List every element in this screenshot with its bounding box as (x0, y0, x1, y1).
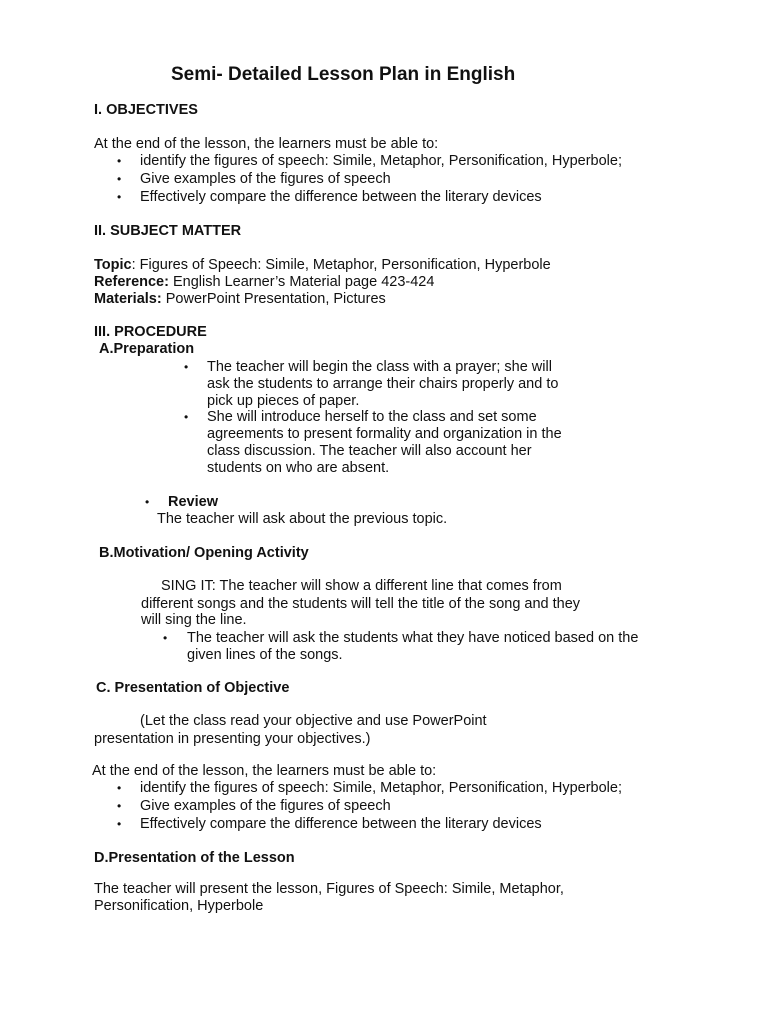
topic-line (94, 257, 551, 274)
bullet-icon: • (117, 799, 122, 813)
objective-item: Effectively compare the difference between the literary devices (140, 816, 542, 832)
motivation-item-line: given lines of the songs. (187, 647, 343, 663)
review-heading: Review (168, 494, 218, 510)
preparation-item-line: agreements to present formality and organization in the (207, 426, 562, 442)
bullet-icon: • (117, 190, 122, 204)
reference-value: English Learner’s Material page 423-424 (168, 274, 435, 290)
presentation-lesson-line: The teacher will present the lesson, Figures of Speech: Simile, Metaphor, (94, 881, 564, 897)
objectives-intro: At the end of the lesson, the learners must be able to: (94, 136, 439, 152)
objective-item: identify the figures of speech: Simile, Metaphor, Personification, Hyperbole; (140, 780, 622, 796)
bullet-icon: • (117, 172, 122, 186)
preparation-item-line: pick up pieces of paper. (207, 393, 360, 409)
presentation-lesson-heading: D.Presentation of the Lesson (94, 850, 295, 866)
presentation-objective-line: (Let the class read your objective and use PowerPoint (140, 713, 487, 729)
procedure-heading: III. PROCEDURE (94, 324, 207, 340)
materials-line (94, 291, 386, 308)
preparation-item-line: The teacher will begin the class with a prayer; she will (207, 359, 552, 375)
bullet-icon: • (117, 781, 122, 795)
bullet-icon: • (163, 631, 168, 645)
objective-item: Effectively compare the difference between the literary devices (140, 189, 542, 205)
reference-line (94, 274, 434, 291)
motivation-line: SING IT: The teacher will show a different line that comes from (161, 578, 562, 594)
objective-item: identify the figures of speech: Simile, Metaphor, Personification, Hyperbole; (140, 153, 622, 169)
presentation-objective-heading: C. Presentation of Objective (96, 680, 290, 696)
objectives-heading: I. OBJECTIVES (94, 102, 198, 118)
subject-matter-heading: II. SUBJECT MATTER (94, 223, 242, 239)
reference-label: Reference: (94, 274, 169, 290)
materials-value: PowerPoint Presentation, Pictures (161, 291, 386, 307)
presentation-lesson-line: Personification, Hyperbole (94, 898, 264, 914)
motivation-item-line: The teacher will ask the students what they have noticed based on the (187, 630, 639, 646)
objective-item: Give examples of the figures of speech (140, 171, 391, 187)
bullet-icon: • (117, 154, 122, 168)
bullet-icon: • (184, 360, 189, 374)
topic-value: : Figures of Speech: Simile, Metaphor, Personification, Hyperbole (131, 257, 551, 273)
materials-label: Materials: (94, 291, 162, 307)
presentation-objective-line: presentation in presenting your objectives.) (94, 731, 371, 747)
topic-label: Topic (94, 257, 132, 273)
motivation-line: different songs and the students will tell the title of the song and they (141, 596, 581, 612)
preparation-heading: A.Preparation (99, 341, 195, 357)
page-title: Semi- Detailed Lesson Plan in English (171, 64, 516, 85)
preparation-item-line: students on who are absent. (207, 460, 390, 476)
motivation-heading: B.Motivation/ Opening Activity (99, 545, 309, 561)
preparation-item-line: She will introduce herself to the class and set some (207, 409, 537, 425)
bullet-icon: • (184, 410, 189, 424)
bullet-icon: • (117, 817, 122, 831)
motivation-line: will sing the line. (141, 612, 247, 628)
review-text: The teacher will ask about the previous topic. (157, 511, 448, 527)
presentation-objective-intro: At the end of the lesson, the learners must be able to: (92, 763, 437, 779)
preparation-item-line: ask the students to arrange their chairs properly and to (207, 376, 559, 392)
bullet-icon: • (145, 495, 150, 509)
preparation-item-line: class discussion. The teacher will also account her (207, 443, 532, 459)
objective-item: Give examples of the figures of speech (140, 798, 391, 814)
